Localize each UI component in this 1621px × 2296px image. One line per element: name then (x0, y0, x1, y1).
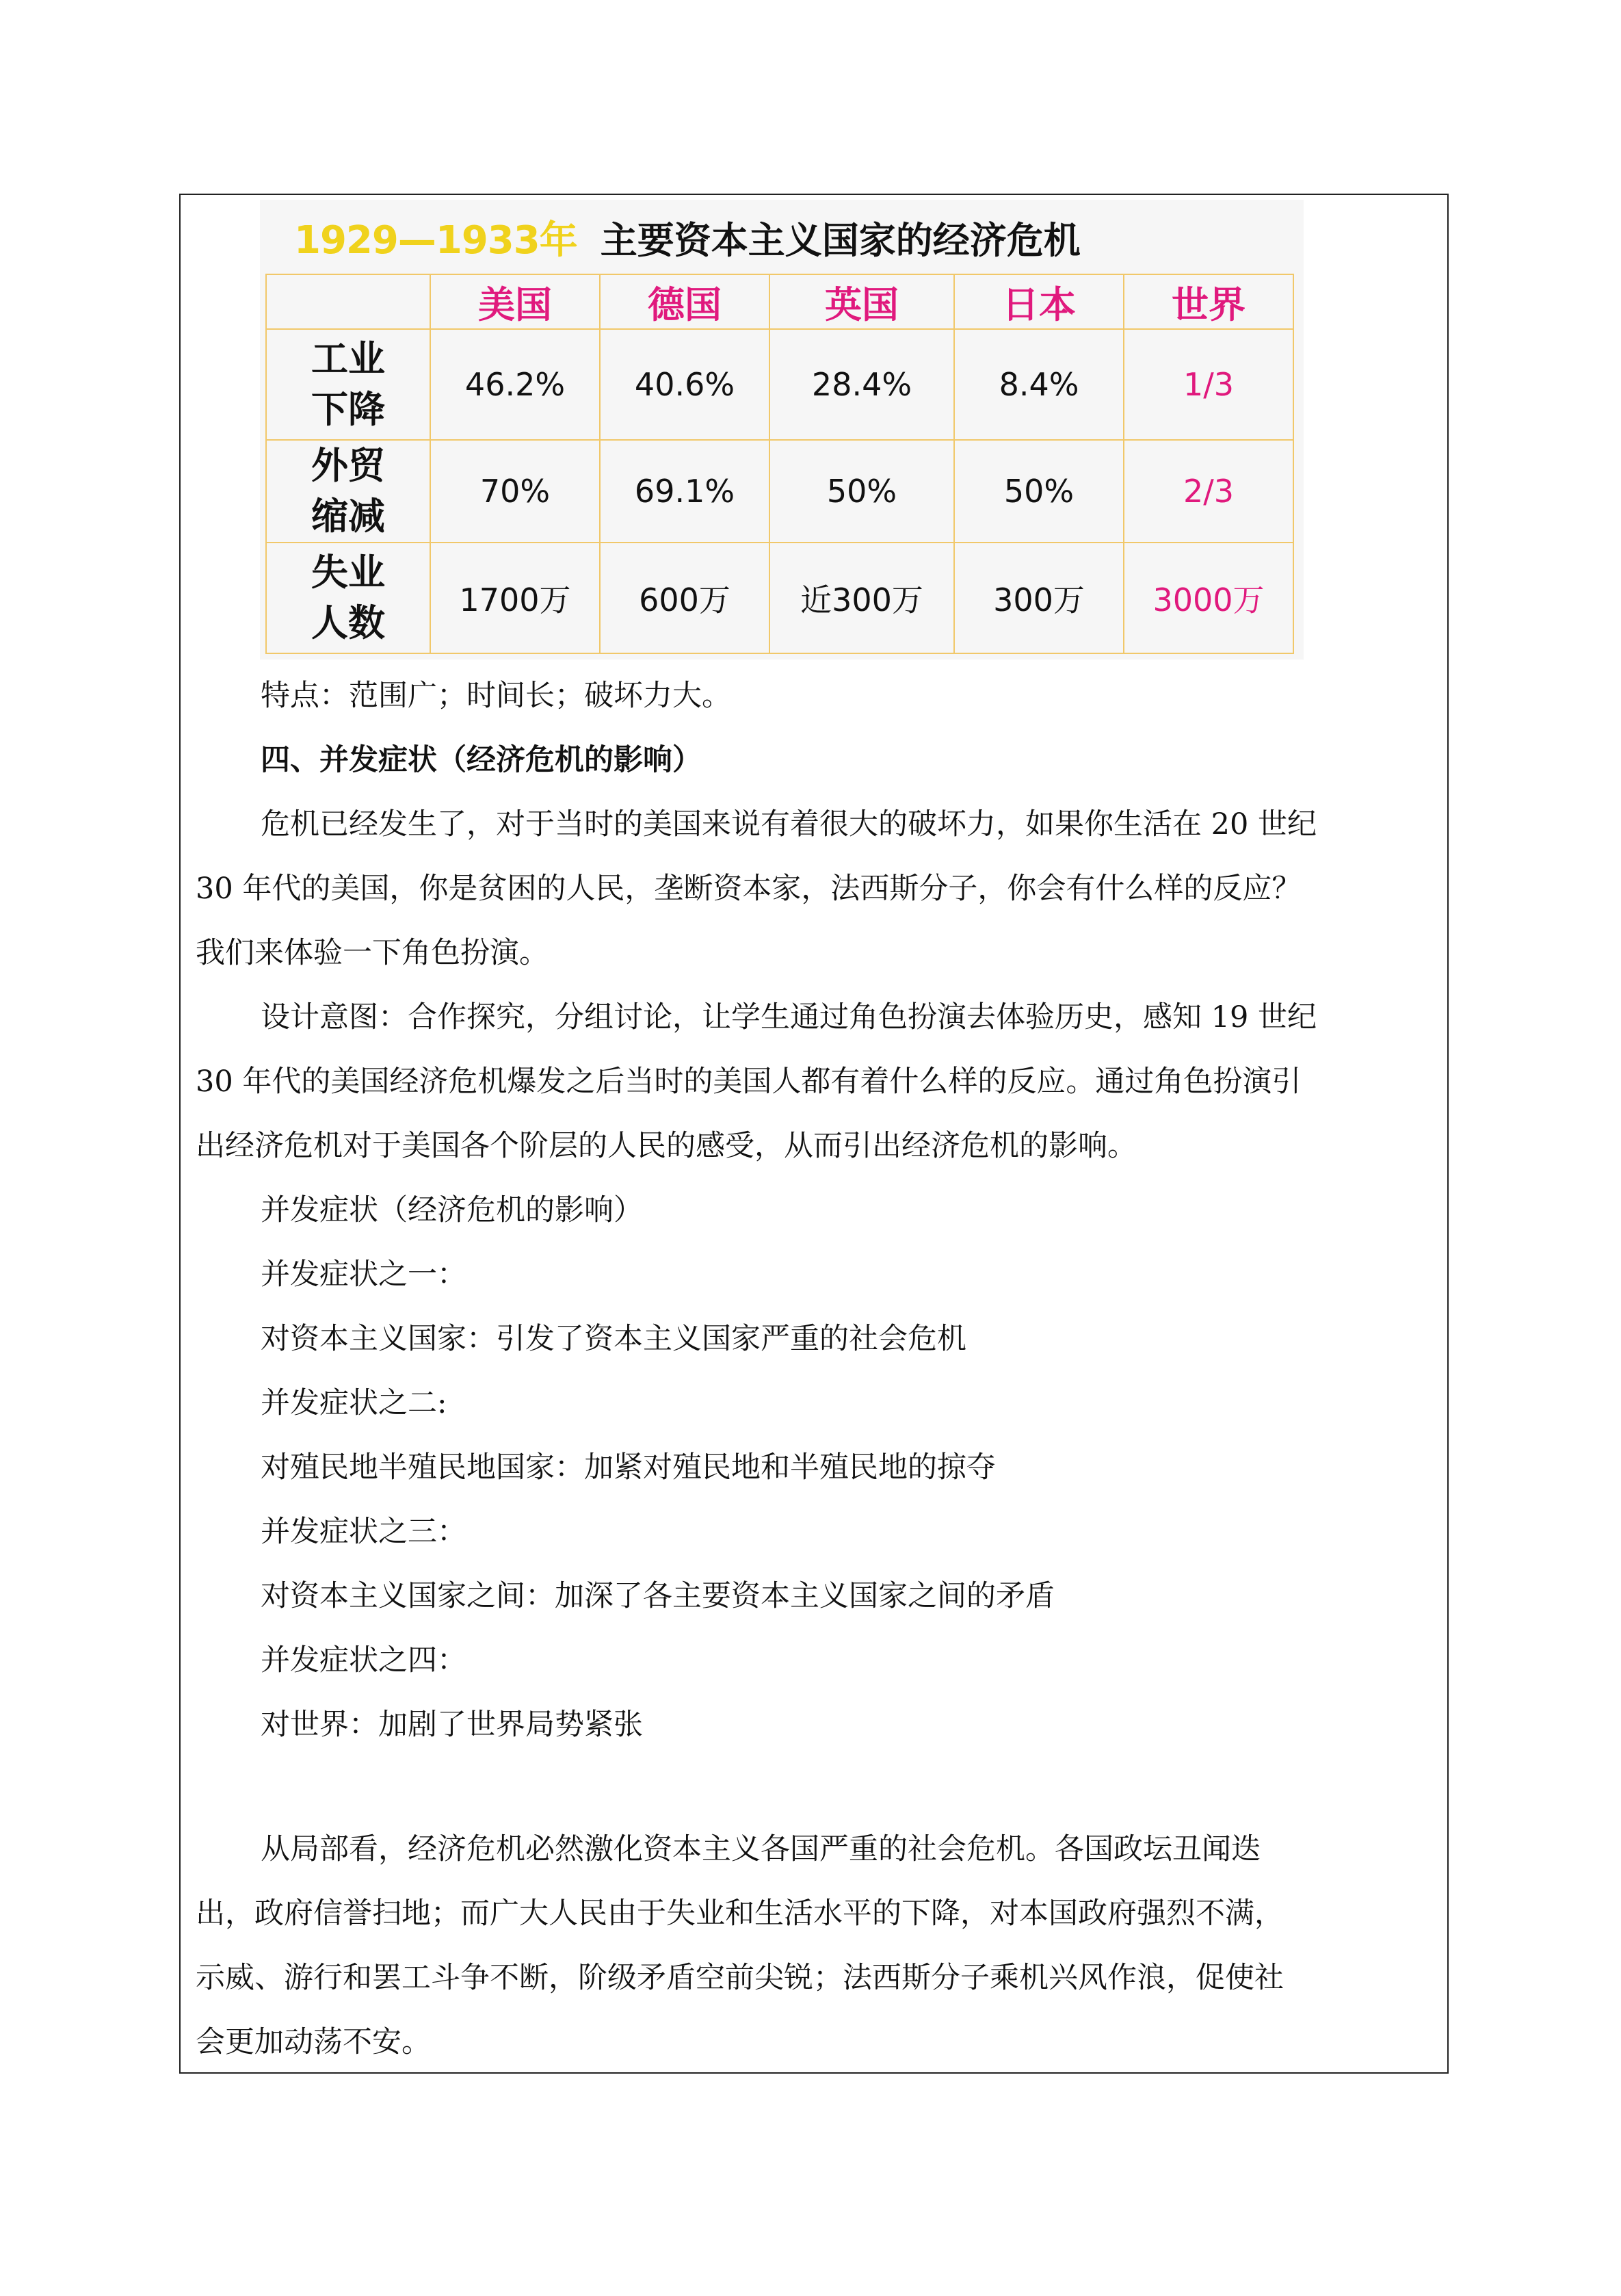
section-heading: 四、并发症状（经济危机的影响） (261, 743, 702, 777)
table-cell: 50% (769, 440, 954, 543)
row-label-line: 缩减 (311, 495, 385, 538)
table-title-year: 1929—1933年 (294, 218, 577, 263)
row-label-line: 外贸 (311, 444, 385, 487)
column-header: 德国 (600, 274, 769, 329)
symptom-title: 并发症状之二: (261, 1386, 447, 1420)
table-cell: 70% (430, 440, 600, 543)
table-row (266, 329, 1293, 440)
crisis-data-table (265, 274, 1294, 654)
column-header: 英国 (769, 274, 954, 329)
table-cell: 8.4% (954, 329, 1124, 440)
table-cell: 50% (954, 440, 1124, 543)
row-label (266, 440, 430, 543)
symptom-title: 并发症状之三： (261, 1515, 466, 1549)
row-label-line: 下降 (311, 388, 385, 431)
paragraph-line: 出经济危机对于美国各个阶层的人民的感受，从而引出经济危机的影响。 (196, 1129, 1137, 1163)
table-cell-world: 3000万 (1124, 543, 1293, 653)
row-label-line: 人数 (311, 601, 385, 644)
table-cell: 28.4% (769, 329, 954, 440)
symptoms-title: 并发症状（经济危机的影响） (261, 1193, 643, 1227)
paragraph-line: 出，政府信誉扫地；而广大人民由于失业和生活水平的下降，对本国政府强烈不满， (196, 1896, 1284, 1931)
symptom-body: 对殖民地半殖民地国家：加紧对殖民地和半殖民地的掠夺 (261, 1450, 996, 1485)
table-cell-world: 1/3 (1124, 329, 1293, 440)
symptom-title: 并发症状之四： (261, 1643, 466, 1678)
symptom-title: 并发症状之一： (261, 1257, 466, 1292)
crisis-table-image (260, 200, 1304, 660)
paragraph-line: 我们来体验一下角色扮演。 (196, 936, 549, 970)
paragraph-line: 会更加动荡不安。 (196, 2025, 431, 2059)
table-cell: 近300万 (769, 543, 954, 653)
table-cell: 46.2% (430, 329, 600, 440)
table-cell-world: 2/3 (1124, 440, 1293, 543)
table-row (266, 543, 1293, 653)
table-cell: 69.1% (600, 440, 769, 543)
table-cell: 40.6% (600, 329, 769, 440)
table-corner-cell (266, 274, 430, 329)
table-cell: 300万 (954, 543, 1124, 653)
table-title (294, 207, 1081, 268)
row-label (266, 329, 430, 440)
paragraph-line: 示威、游行和罢工斗争不断，阶级矛盾空前尖锐；法西斯分子乘机兴风作浪，促使社 (196, 1961, 1284, 1995)
column-header: 美国 (430, 274, 600, 329)
features-line: 特点：范围广；时间长；破坏力大。 (261, 679, 731, 713)
row-label-line: 工业 (311, 337, 385, 380)
column-header: 日本 (954, 274, 1124, 329)
paragraph-line: 30 年代的美国，你是贫困的人民，垄断资本家，法西斯分子，你会有什么样的反应？ (196, 872, 1302, 906)
row-label (266, 543, 430, 653)
table-title-text: 主要资本主义国家的经济危机 (600, 218, 1081, 262)
paragraph-line: 危机已经发生了，对于当时的美国来说有着很大的破坏力，如果你生活在 20 世纪 (261, 807, 1317, 842)
table-cell: 600万 (600, 543, 769, 653)
symptom-body: 对资本主义国家之间：加深了各主要资本主义国家之间的矛盾 (261, 1579, 1055, 1613)
row-label-line: 失业 (311, 551, 385, 594)
table-row (266, 440, 1293, 543)
paragraph-line: 设计意图：合作探究，分组讨论，让学生通过角色扮演去体验历史，感知 19 世纪 (261, 1000, 1317, 1034)
column-header: 世界 (1124, 274, 1293, 329)
table-cell: 1700万 (430, 543, 600, 653)
symptom-body: 对世界：加剧了世界局势紧张 (261, 1708, 643, 1742)
symptom-body: 对资本主义国家：引发了资本主义国家严重的社会危机 (261, 1322, 966, 1356)
paragraph-line: 30 年代的美国经济危机爆发之后当时的美国人都有着什么样的反应。通过角色扮演引 (196, 1065, 1302, 1099)
table-header-row (266, 274, 1293, 329)
paragraph-line: 从局部看，经济危机必然激化资本主义各国严重的社会危机。各国政坛丑闻迭 (261, 1832, 1261, 1866)
